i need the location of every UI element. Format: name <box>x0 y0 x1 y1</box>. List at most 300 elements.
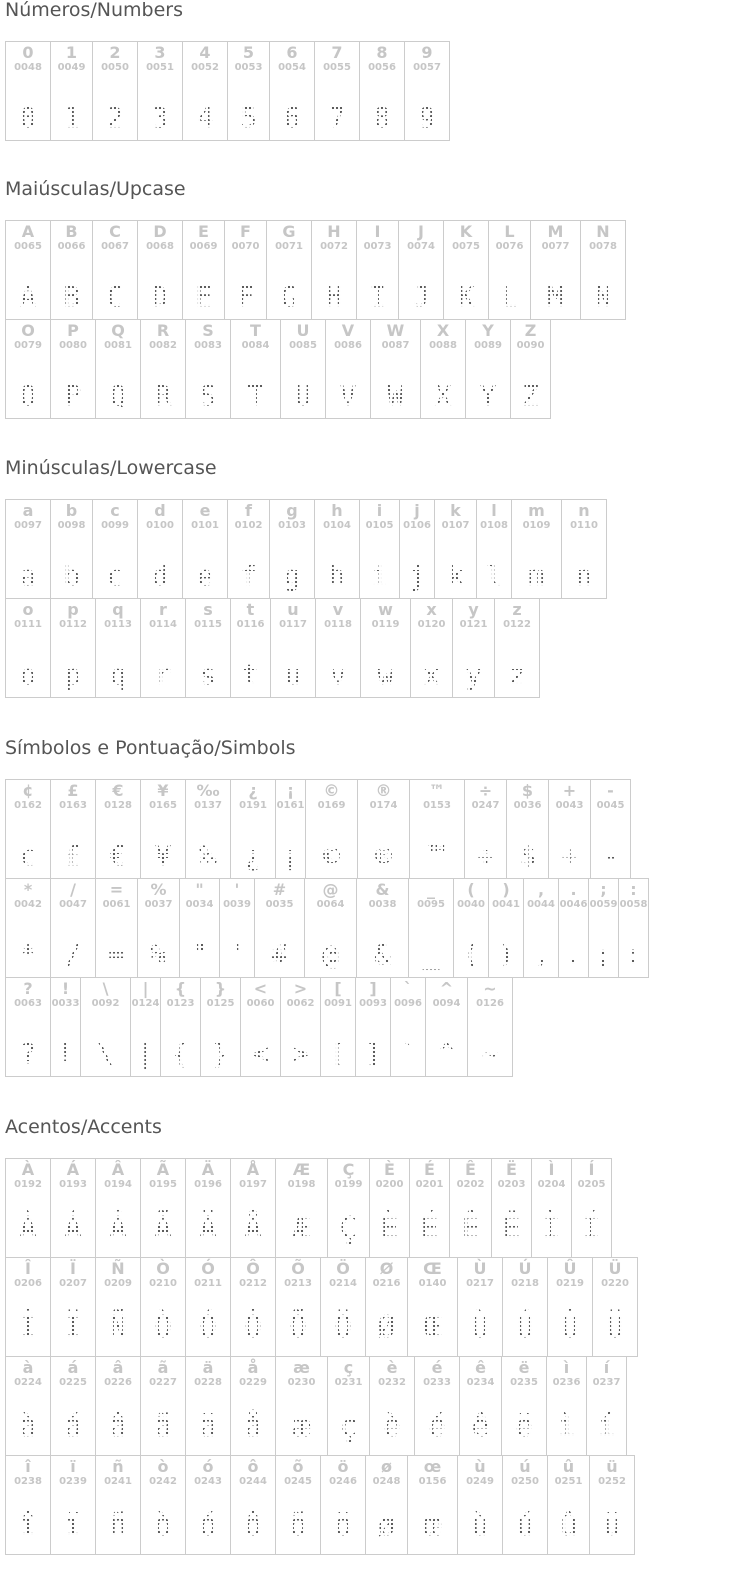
glyph-cell <box>561 499 607 599</box>
glyph-code-label: 0094 <box>432 998 461 1009</box>
glyph-code-label: 0251 <box>554 1476 583 1487</box>
glyph-code-label: 0110 <box>570 520 598 531</box>
glyph-code-label: 0098 <box>57 520 86 531</box>
glyph-preview: œ <box>408 1506 457 1546</box>
glyph-char-label: g <box>286 501 298 520</box>
glyph-code-label: 0122 <box>503 619 531 630</box>
glyph-char-label: Û <box>563 1259 577 1278</box>
glyph-code-label: 0116 <box>236 619 265 630</box>
glyph-cell <box>275 1356 328 1456</box>
glyph-cell <box>182 41 228 141</box>
glyph-preview: O <box>6 380 50 412</box>
glyph-char-label: < <box>253 979 268 998</box>
glyph-cell <box>50 878 96 978</box>
glyph-code-label: 0099 <box>101 520 129 531</box>
glyph-preview: $ <box>507 840 548 872</box>
glyph-code-label: 0209 <box>104 1278 132 1289</box>
glyph-preview: € <box>96 840 140 872</box>
glyph-cell <box>305 779 358 879</box>
glyph-char-label: ÷ <box>478 781 493 800</box>
glyph-preview: k <box>435 560 476 592</box>
glyph-char-label: ¿ <box>248 781 258 800</box>
glyph-cell <box>325 319 371 419</box>
glyph-preview: T <box>231 380 280 412</box>
glyph-cell <box>314 499 360 599</box>
glyph-code-label: 0113 <box>104 619 132 630</box>
glyph-preview: Û <box>548 1308 592 1348</box>
glyph-preview: Z <box>511 380 550 412</box>
glyph-code-label: 0060 <box>246 998 275 1009</box>
glyph-cell <box>408 878 454 978</box>
glyph-preview: l <box>477 560 511 592</box>
glyph-code-label: 0163 <box>59 800 87 811</box>
glyph-char-label: @ <box>322 880 339 899</box>
glyph-code-label: 0230 <box>287 1377 316 1388</box>
glyph-code-label: 0124 <box>131 998 160 1009</box>
glyph-cell <box>182 220 225 320</box>
glyph-preview: u <box>271 659 315 691</box>
glyph-code-label: 0211 <box>194 1278 222 1289</box>
glyph-cell <box>227 41 270 141</box>
glyph-code-label: 0229 <box>239 1377 267 1388</box>
glyph-preview: ® <box>358 840 409 872</box>
glyph-preview: 0 <box>6 102 50 134</box>
glyph-code-label: 0058 <box>619 899 648 910</box>
glyph-preview: æ <box>276 1407 327 1447</box>
glyph-code-label: 0055 <box>323 62 351 73</box>
glyph-preview: Ë <box>492 1209 531 1249</box>
glyph-cell <box>230 598 271 698</box>
glyph-preview: ú <box>503 1506 547 1546</box>
glyph-preview: 2 <box>93 102 137 134</box>
glyph-code-label: 0174 <box>369 800 398 811</box>
glyph-char-label: ô <box>247 1457 259 1476</box>
glyph-code-label: 0068 <box>146 241 174 252</box>
glyph-code-label: 0242 <box>149 1476 177 1487</box>
glyph-char-label: 0 <box>22 43 34 62</box>
section-numbers <box>5 0 449 140</box>
glyph-preview: y <box>453 659 494 691</box>
glyph-preview: [ <box>321 1038 355 1070</box>
glyph-char-label: ? <box>23 979 33 998</box>
glyph-cell <box>590 779 631 879</box>
glyph-preview: Ä <box>186 1209 230 1249</box>
glyph-cell <box>200 977 241 1077</box>
glyph-code-label: 0225 <box>59 1377 87 1388</box>
glyph-char-label: " <box>195 880 204 899</box>
glyph-code-label: 0232 <box>378 1377 406 1388</box>
glyph-preview: x <box>411 659 452 691</box>
glyph-preview: H <box>312 281 356 313</box>
glyph-preview: / <box>51 939 95 971</box>
glyph-char-label: Q <box>111 321 125 340</box>
glyph-preview: Ê <box>450 1209 491 1249</box>
section-title: Números/Numbers <box>5 0 183 21</box>
glyph-char-label: L <box>504 222 515 241</box>
glyph-char-label: ã <box>157 1358 169 1377</box>
glyph-code-label: 0247 <box>471 800 500 811</box>
glyph-char-label: à <box>22 1358 34 1377</box>
glyph-code-label: 0249 <box>466 1476 494 1487</box>
glyph-cell <box>275 779 306 879</box>
glyph-preview: © <box>306 840 357 872</box>
glyph-code-label: 0195 <box>149 1179 177 1190</box>
glyph-code-label: 0083 <box>194 340 222 351</box>
glyph-cell <box>530 220 581 320</box>
glyph-code-label: 0039 <box>223 899 251 910</box>
glyph-preview: Æ <box>276 1209 327 1249</box>
glyph-code-label: 0053 <box>234 62 263 73</box>
glyph-preview: 1 <box>51 102 92 134</box>
glyph-char-label: 2 <box>109 43 121 62</box>
glyph-cell <box>95 1455 141 1555</box>
glyph-preview: 3 <box>138 102 182 134</box>
glyph-char-label: ® <box>375 781 392 800</box>
glyph-preview: Ø <box>366 1308 407 1348</box>
glyph-code-label: 0207 <box>59 1278 87 1289</box>
glyph-char-label: b <box>65 501 78 520</box>
glyph-char-label: é <box>431 1358 443 1377</box>
glyph-row <box>5 1158 637 1257</box>
glyph-code-label: 0231 <box>334 1377 363 1388</box>
glyph-preview: c <box>93 560 137 592</box>
glyph-char-label: & <box>375 880 390 899</box>
glyph-cell <box>409 779 465 879</box>
glyph-code-label: 0077 <box>541 241 570 252</box>
glyph-char-label: ™ <box>429 781 445 800</box>
glyph-preview: M <box>531 281 580 313</box>
glyph-code-label: 0104 <box>323 520 351 531</box>
glyph-code-label: 0073 <box>363 241 392 252</box>
glyph-row <box>5 499 606 598</box>
glyph-cell <box>399 499 435 599</box>
glyph-char-label: | <box>142 979 149 998</box>
glyph-cell <box>404 41 450 141</box>
glyph-char-label: © <box>323 781 340 800</box>
glyph-cell <box>304 878 357 978</box>
glyph-char-label: ù <box>474 1457 486 1476</box>
glyph-char-label: Ó <box>201 1259 215 1278</box>
glyph-code-label: 0200 <box>375 1179 404 1190</box>
glyph-char-label: - <box>607 781 614 800</box>
glyph-cell <box>502 1257 548 1357</box>
glyph-grid <box>5 1158 637 1554</box>
glyph-cell <box>592 1257 638 1357</box>
glyph-cell <box>360 598 411 698</box>
glyph-code-label: 0105 <box>365 520 394 531</box>
glyph-code-label: 0204 <box>537 1179 566 1190</box>
section-accents <box>5 1117 637 1554</box>
glyph-char-label: ' <box>234 880 240 899</box>
glyph-preview: Ì <box>532 1209 571 1249</box>
glyph-char-label: æ <box>293 1358 310 1377</box>
glyph-code-label: 0086 <box>334 340 362 351</box>
glyph-char-label: Ö <box>336 1259 350 1278</box>
glyph-code-label: 0205 <box>577 1179 606 1190</box>
glyph-char-label: É <box>424 1160 435 1179</box>
glyph-char-label: 7 <box>331 43 343 62</box>
glyph-code-label: 0071 <box>275 241 303 252</box>
glyph-cell <box>269 499 315 599</box>
glyph-char-label: À <box>21 1160 35 1179</box>
glyph-code-label: 0066 <box>57 241 86 252</box>
glyph-cell <box>50 779 96 879</box>
glyph-code-label: 0070 <box>231 241 260 252</box>
glyph-code-label: 0109 <box>522 520 551 531</box>
glyph-code-label: 0107 <box>441 520 470 531</box>
glyph-preview: è <box>370 1407 414 1447</box>
glyph-preview: , <box>524 939 558 971</box>
glyph-code-label: 0081 <box>104 340 132 351</box>
glyph-preview: S <box>186 380 230 412</box>
glyph-preview: Ô <box>231 1308 275 1348</box>
glyph-cell <box>5 1158 51 1258</box>
glyph-preview: p <box>51 659 95 691</box>
glyph-char-label: 8 <box>376 43 388 62</box>
glyph-code-label: 0059 <box>589 899 618 910</box>
glyph-code-label: 0103 <box>278 520 306 531</box>
glyph-char-label: ú <box>519 1457 531 1476</box>
glyph-preview: Ò <box>141 1308 185 1348</box>
glyph-cell <box>5 41 51 141</box>
glyph-preview: d <box>138 560 182 592</box>
glyph-code-label: 0236 <box>552 1377 581 1388</box>
glyph-code-label: 0156 <box>418 1476 447 1487</box>
glyph-preview: < <box>241 1038 280 1070</box>
glyph-char-label: V <box>341 321 355 340</box>
glyph-cell <box>50 1158 96 1258</box>
glyph-cell <box>50 499 93 599</box>
glyph-cell <box>5 1257 51 1357</box>
glyph-preview: Ã <box>141 1209 185 1249</box>
glyph-code-label: 0245 <box>284 1476 312 1487</box>
glyph-cell <box>511 499 562 599</box>
glyph-cell <box>359 41 405 141</box>
glyph-char-label: Â <box>111 1160 125 1179</box>
glyph-cell <box>185 1356 231 1456</box>
glyph-char-label: H <box>327 222 341 241</box>
glyph-cell <box>502 1455 548 1555</box>
glyph-grid <box>5 779 648 1076</box>
glyph-char-label: Ù <box>473 1259 487 1278</box>
glyph-cell <box>140 1356 186 1456</box>
glyph-cell <box>5 598 51 698</box>
glyph-code-label: 0123 <box>166 998 195 1009</box>
glyph-preview: & <box>357 939 408 971</box>
glyph-code-label: 0064 <box>316 899 345 910</box>
section-upcase <box>5 179 625 418</box>
glyph-preview: D <box>138 281 182 313</box>
glyph-preview: é <box>415 1407 459 1447</box>
glyph-cell <box>5 1455 51 1555</box>
glyph-char-label: ø <box>381 1457 392 1476</box>
glyph-preview: Â <box>96 1209 140 1249</box>
glyph-preview: Å <box>231 1209 275 1249</box>
glyph-cell <box>95 1356 141 1456</box>
glyph-code-label: 0041 <box>492 899 520 910</box>
glyph-code-label: 0054 <box>278 62 306 73</box>
glyph-cell <box>409 1158 450 1258</box>
glyph-code-label: 0191 <box>239 800 267 811</box>
glyph-code-label: 0213 <box>284 1278 312 1289</box>
glyph-code-label: 0169 <box>317 800 346 811</box>
glyph-preview: ï <box>51 1506 95 1546</box>
glyph-cell <box>547 1257 593 1357</box>
glyph-char-label: á <box>67 1358 79 1377</box>
glyph-cell <box>275 1158 328 1258</box>
glyph-code-label: 0063 <box>14 998 42 1009</box>
glyph-preview: ! <box>51 1038 80 1070</box>
glyph-preview: I <box>357 281 398 313</box>
glyph-code-label: 0095 <box>417 899 445 910</box>
glyph-char-label: i <box>376 501 383 520</box>
glyph-preview: % <box>138 939 179 971</box>
glyph-row <box>5 1356 637 1455</box>
glyph-cell <box>467 977 513 1077</box>
glyph-code-label: 0227 <box>149 1377 177 1388</box>
glyph-row <box>5 1257 637 1356</box>
glyph-cell <box>92 220 138 320</box>
glyph-code-label: 0224 <box>14 1377 42 1388</box>
glyph-preview: ) <box>489 939 523 971</box>
glyph-preview: ä <box>186 1407 230 1447</box>
glyph-char-label: T <box>250 321 261 340</box>
glyph-cell <box>369 1158 410 1258</box>
glyph-preview: Á <box>51 1209 95 1249</box>
glyph-cell <box>457 1455 503 1555</box>
glyph-code-label: 0115 <box>194 619 222 630</box>
glyph-code-label: 0050 <box>101 62 129 73</box>
glyph-preview: Œ <box>408 1308 457 1348</box>
glyph-preview: ~ <box>468 1038 512 1070</box>
glyph-cell <box>280 977 321 1077</box>
glyph-cell <box>50 977 81 1077</box>
glyph-cell <box>314 41 360 141</box>
glyph-cell <box>92 499 138 599</box>
glyph-char-label: U <box>296 321 310 340</box>
glyph-cell <box>488 220 531 320</box>
glyph-cell <box>369 1356 415 1456</box>
glyph-preview: Ï <box>51 1308 95 1348</box>
glyph-cell <box>327 1356 370 1456</box>
glyph-cell <box>5 220 51 320</box>
glyph-code-label: 0097 <box>14 520 42 531</box>
glyph-cell <box>476 499 512 599</box>
glyph-cell <box>50 1257 96 1357</box>
glyph-cell <box>5 878 51 978</box>
glyph-char-label: \ <box>102 979 109 998</box>
glyph-cell <box>398 220 444 320</box>
glyph-char-label: œ <box>423 1457 442 1476</box>
glyph-preview: j <box>400 560 434 592</box>
glyph-cell <box>95 1158 141 1258</box>
glyph-char-label: l <box>491 501 497 520</box>
glyph-preview: + <box>549 840 590 872</box>
glyph-preview: A <box>6 281 50 313</box>
glyph-cell <box>464 779 507 879</box>
glyph-cell <box>95 319 141 419</box>
glyph-cell <box>491 1158 532 1258</box>
glyph-char-label: n <box>578 501 590 520</box>
glyph-cell <box>580 220 626 320</box>
glyph-preview: ¡ <box>276 840 305 872</box>
glyph-cell <box>320 1257 366 1357</box>
glyph-char-label: s <box>203 600 213 619</box>
glyph-preview: f <box>228 560 269 592</box>
glyph-char-label: ò <box>157 1457 169 1476</box>
glyph-cell <box>523 878 559 978</box>
glyph-preview: { <box>161 1038 200 1070</box>
glyph-cell <box>548 779 591 879</box>
glyph-char-label: Á <box>66 1160 80 1179</box>
glyph-cell <box>254 878 305 978</box>
glyph-preview: q <box>96 659 140 691</box>
glyph-char-label: ç <box>343 1358 354 1377</box>
glyph-char-label: È <box>384 1160 395 1179</box>
glyph-cell <box>547 1455 590 1555</box>
glyph-char-label: G <box>282 222 296 241</box>
glyph-code-label: 0165 <box>149 800 177 811</box>
glyph-code-label: 0090 <box>516 340 545 351</box>
glyph-preview: = <box>96 939 137 971</box>
glyph-cell <box>230 319 281 419</box>
glyph-cell <box>95 878 138 978</box>
glyph-code-label: 0106 <box>403 520 431 531</box>
glyph-char-label: J <box>418 222 424 241</box>
glyph-code-label: 0239 <box>59 1476 87 1487</box>
glyph-char-label: Ô <box>246 1259 260 1278</box>
glyph-code-label: 0096 <box>394 998 422 1009</box>
glyph-row <box>5 41 449 140</box>
glyph-preview: * <box>6 939 50 971</box>
section-lowercase <box>5 458 606 697</box>
glyph-code-label: 0140 <box>418 1278 447 1289</box>
glyph-char-label: m <box>528 501 545 520</box>
glyph-char-label: : <box>630 880 637 899</box>
glyph-preview: Ú <box>503 1308 547 1348</box>
glyph-preview: á <box>51 1407 95 1447</box>
glyph-cell <box>414 1356 460 1456</box>
glyph-preview: | <box>131 1038 160 1070</box>
glyph-preview: í <box>587 1407 626 1447</box>
glyph-cell <box>357 779 410 879</box>
glyph-char-label: Œ <box>423 1259 442 1278</box>
glyph-code-label: 0194 <box>104 1179 132 1190</box>
glyph-cell <box>140 598 186 698</box>
glyph-preview: û <box>548 1506 589 1546</box>
glyph-cell <box>95 1257 141 1357</box>
glyph-char-label: X <box>436 321 450 340</box>
glyph-char-label: Å <box>246 1160 260 1179</box>
glyph-cell <box>434 499 477 599</box>
glyph-preview: ' <box>220 939 254 971</box>
glyph-cell <box>510 319 551 419</box>
glyph-char-label: { <box>174 979 187 998</box>
glyph-code-label: 0045 <box>596 800 625 811</box>
glyph-preview: ¢ <box>6 840 50 872</box>
glyph-preview: z <box>495 659 539 691</box>
glyph-code-label: 0203 <box>497 1179 526 1190</box>
glyph-char-label: Í <box>588 1160 595 1179</box>
glyph-char-label: £ <box>67 781 79 800</box>
glyph-code-label: 0089 <box>474 340 502 351</box>
glyph-cell <box>589 1455 635 1555</box>
glyph-row <box>5 220 625 319</box>
glyph-code-label: 0218 <box>511 1278 539 1289</box>
glyph-preview: Õ <box>276 1308 320 1348</box>
glyph-preview: t <box>231 659 270 691</box>
glyph-code-label: 0084 <box>241 340 270 351</box>
